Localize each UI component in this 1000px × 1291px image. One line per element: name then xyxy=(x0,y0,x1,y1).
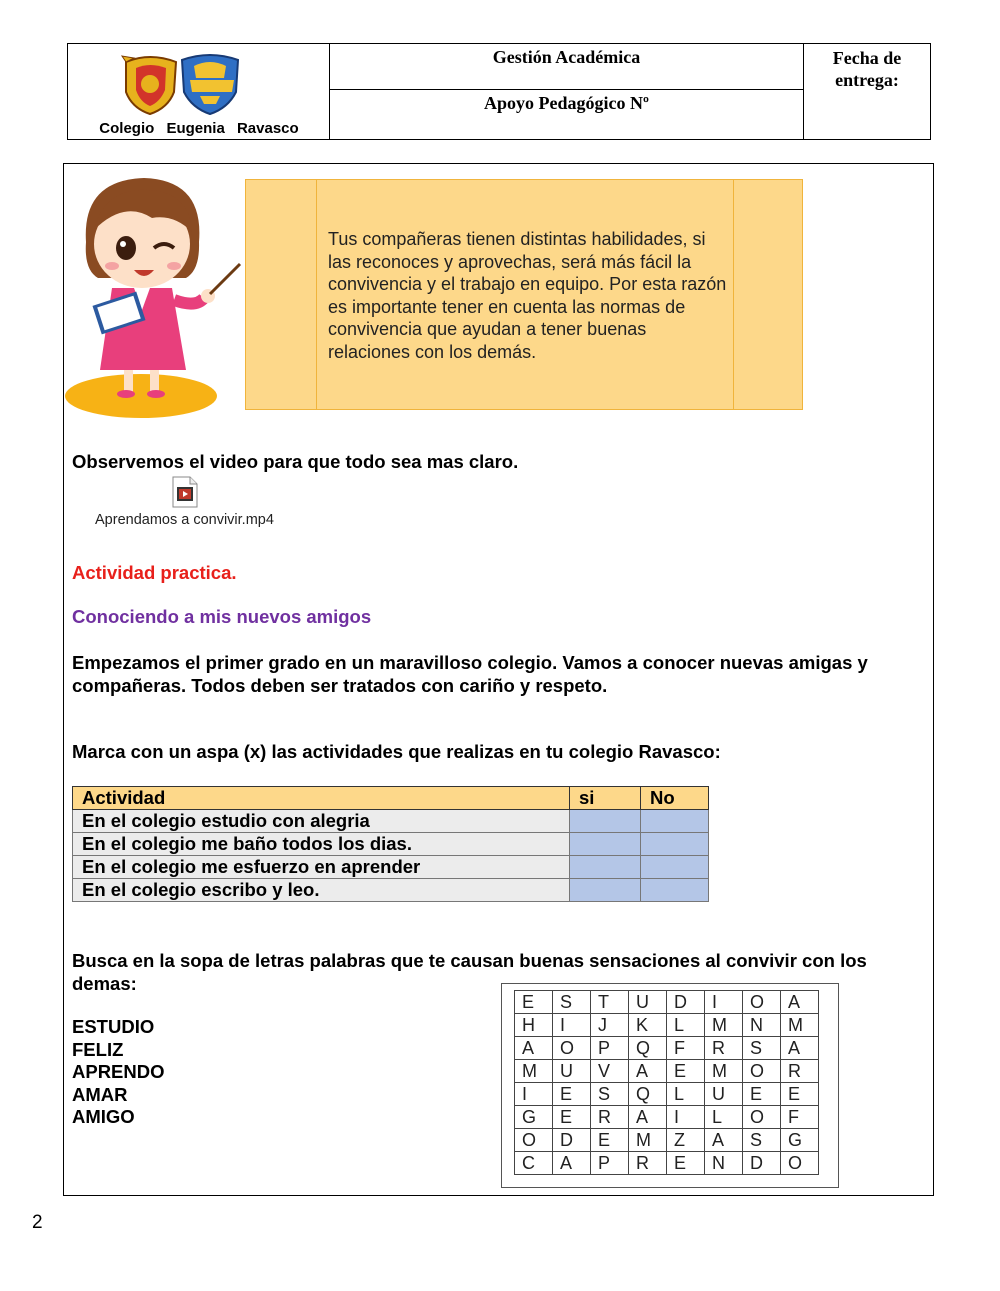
no-checkbox-cell[interactable] xyxy=(641,833,709,856)
page-number: 2 xyxy=(32,1212,43,1233)
word-search-cell[interactable]: U xyxy=(705,1083,743,1106)
activity-heading: Actividad practica. xyxy=(72,562,237,583)
table-row xyxy=(73,856,709,879)
word-search-cell[interactable]: A xyxy=(781,1037,819,1060)
header-subtitle: Apoyo Pedagógico Nº xyxy=(484,93,649,113)
word-list-item: APRENDO xyxy=(72,1061,165,1083)
word-list-item: FELIZ xyxy=(72,1038,124,1060)
word-search-cell[interactable]: R xyxy=(591,1106,629,1129)
word-search-cell[interactable]: N xyxy=(705,1152,743,1175)
word-search-cell[interactable]: O xyxy=(743,1106,781,1129)
word-search-cell[interactable]: M xyxy=(515,1060,553,1083)
header-title: Gestión Académica xyxy=(330,44,803,90)
word-search-cell[interactable]: R xyxy=(781,1060,819,1083)
word-search-row xyxy=(515,1129,819,1152)
word-search-cell[interactable]: E xyxy=(743,1083,781,1106)
word-search-cell[interactable]: J xyxy=(591,1014,629,1037)
word-search-cell[interactable]: I xyxy=(553,1014,591,1037)
word-search-cell[interactable]: D xyxy=(743,1152,781,1175)
word-search-cell[interactable]: M xyxy=(629,1129,667,1152)
word-search-row xyxy=(515,1152,819,1175)
word-search-cell[interactable]: S xyxy=(553,991,591,1014)
due-date-label-line1: Fecha de xyxy=(832,48,902,68)
activity-cell: En el colegio me esfuerzo en aprender xyxy=(73,856,570,879)
word-search-cell[interactable]: H xyxy=(515,1014,553,1037)
word-search-cell[interactable]: O xyxy=(515,1129,553,1152)
word-search-cell[interactable]: I xyxy=(705,991,743,1014)
word-search-cell[interactable]: I xyxy=(667,1106,705,1129)
word-list xyxy=(72,1016,165,1129)
word-search-cell[interactable]: C xyxy=(515,1152,553,1175)
word-search-cell[interactable]: M xyxy=(781,1014,819,1037)
word-search-cell[interactable]: M xyxy=(705,1060,743,1083)
table-row xyxy=(73,833,709,856)
word-search-cell[interactable]: T xyxy=(591,991,629,1014)
word-search-cell[interactable]: A xyxy=(553,1152,591,1175)
header-si: si xyxy=(570,787,641,810)
due-date-label-line2: entrega: xyxy=(835,70,899,90)
word-list-item: ESTUDIO xyxy=(72,1016,155,1037)
word-search-cell[interactable]: M xyxy=(705,1014,743,1037)
word-search-row xyxy=(515,1014,819,1037)
word-search-cell[interactable]: V xyxy=(591,1060,629,1083)
word-list-item: AMIGO xyxy=(72,1106,135,1128)
word-search-cell[interactable]: S xyxy=(743,1037,781,1060)
word-search-cell[interactable]: A xyxy=(515,1037,553,1060)
school-logo-cell xyxy=(68,44,330,139)
si-checkbox-cell[interactable] xyxy=(570,856,641,879)
word-search-cell[interactable]: S xyxy=(743,1129,781,1152)
word-search-cell[interactable]: D xyxy=(553,1129,591,1152)
word-search-cell[interactable]: I xyxy=(515,1083,553,1106)
word-search-row xyxy=(515,991,819,1014)
word-search-cell[interactable]: F xyxy=(781,1106,819,1129)
header-activity: Actividad xyxy=(73,787,570,810)
document-header xyxy=(67,43,931,140)
si-checkbox-cell[interactable] xyxy=(570,810,641,833)
word-search-cell[interactable]: A xyxy=(629,1106,667,1129)
word-search-cell[interactable]: P xyxy=(591,1037,629,1060)
word-search-cell[interactable]: F xyxy=(667,1037,705,1060)
school-crest-logo xyxy=(120,50,245,116)
intro-message: Tus compañeras tienen distintas habilidades, si las reconoces y aprovechas, será más fácil la convivencia y el trabajo en equipo. Por esta razón es importante tener en cuenta las normas de convivencia que ayudan a tener buenas relaciones con los demás. xyxy=(328,229,727,362)
word-search-cell[interactable]: K xyxy=(629,1014,667,1037)
word-search-cell[interactable]: U xyxy=(553,1060,591,1083)
table-header-row xyxy=(73,787,709,810)
activity-cell: En el colegio me baño todos los dias. xyxy=(73,833,570,856)
word-list-item: AMAR xyxy=(72,1083,128,1105)
word-search-cell[interactable]: L xyxy=(667,1014,705,1037)
word-search-cell[interactable]: E xyxy=(553,1106,591,1129)
word-search-cell[interactable]: R xyxy=(705,1037,743,1060)
word-search-instruction: Busca en la sopa de letras palabras que te causan buenas sensaciones al convivir con los demas: xyxy=(72,950,867,994)
word-search-cell[interactable]: L xyxy=(667,1083,705,1106)
si-checkbox-cell[interactable] xyxy=(570,879,641,902)
due-date-cell xyxy=(804,44,930,139)
word-search-cell[interactable]: E xyxy=(591,1129,629,1152)
activity-paragraph: Empezamos el primer grado en un maravilloso colegio. Vamos a conocer nuevas amigas y compañeras. Todos deben ser tratados con cariño y respeto. xyxy=(72,652,868,696)
video-file-icon[interactable] xyxy=(172,476,198,508)
word-search-cell[interactable]: Q xyxy=(629,1083,667,1106)
no-checkbox-cell[interactable] xyxy=(641,856,709,879)
word-search-cell[interactable]: G xyxy=(781,1129,819,1152)
word-search-row xyxy=(515,1060,819,1083)
word-search-cell[interactable]: L xyxy=(705,1106,743,1129)
word-search-cell[interactable]: A xyxy=(781,991,819,1014)
no-checkbox-cell[interactable] xyxy=(641,879,709,902)
no-checkbox-cell[interactable] xyxy=(641,810,709,833)
word-search-cell[interactable]: E xyxy=(515,991,553,1014)
si-checkbox-cell[interactable] xyxy=(570,833,641,856)
word-search-cell[interactable]: N xyxy=(743,1014,781,1037)
activity-subheading: Conociendo a mis nuevos amigos xyxy=(72,606,372,627)
word-search-grid xyxy=(514,990,819,1175)
word-search-cell[interactable]: R xyxy=(629,1152,667,1175)
header-no: No xyxy=(641,787,709,810)
school-name: Colegio Eugenia Ravasco xyxy=(99,120,299,137)
word-search-row xyxy=(515,1083,819,1106)
word-search-row xyxy=(515,1037,819,1060)
word-search-cell[interactable]: P xyxy=(591,1152,629,1175)
word-search-cell[interactable]: A xyxy=(629,1060,667,1083)
video-prompt: Observemos el video para que todo sea mas claro. xyxy=(72,451,519,472)
activity-instruction: Marca con un aspa (x) las actividades que realizas en tu colegio Ravasco: xyxy=(72,741,721,762)
word-search-cell[interactable]: Q xyxy=(629,1037,667,1060)
word-search-cell[interactable]: D xyxy=(667,991,705,1014)
word-search-cell[interactable]: G xyxy=(515,1106,553,1129)
video-file-name[interactable]: Aprendamos a convivir.mp4 xyxy=(95,512,274,528)
word-search-cell[interactable]: S xyxy=(591,1083,629,1106)
word-search-cell[interactable]: O xyxy=(553,1037,591,1060)
word-search-cell[interactable]: E xyxy=(667,1060,705,1083)
word-search-cell[interactable]: E xyxy=(667,1152,705,1175)
word-search-cell[interactable]: O xyxy=(743,1060,781,1083)
activity-cell: En el colegio escribo y leo. xyxy=(73,879,570,902)
header-title-cell xyxy=(330,44,804,139)
word-search-cell[interactable]: E xyxy=(781,1083,819,1106)
word-search-cell[interactable]: O xyxy=(743,991,781,1014)
teacher-illustration xyxy=(64,170,249,422)
activity-cell: En el colegio estudio con alegria xyxy=(73,810,570,833)
word-search-cell[interactable]: A xyxy=(705,1129,743,1152)
table-row xyxy=(73,879,709,902)
word-search-cell[interactable]: U xyxy=(629,991,667,1014)
activity-table xyxy=(72,786,709,902)
word-search-cell[interactable]: O xyxy=(781,1152,819,1175)
table-row xyxy=(73,810,709,833)
word-search-cell[interactable]: E xyxy=(553,1083,591,1106)
word-search-cell[interactable]: Z xyxy=(667,1129,705,1152)
word-search-row xyxy=(515,1106,819,1129)
